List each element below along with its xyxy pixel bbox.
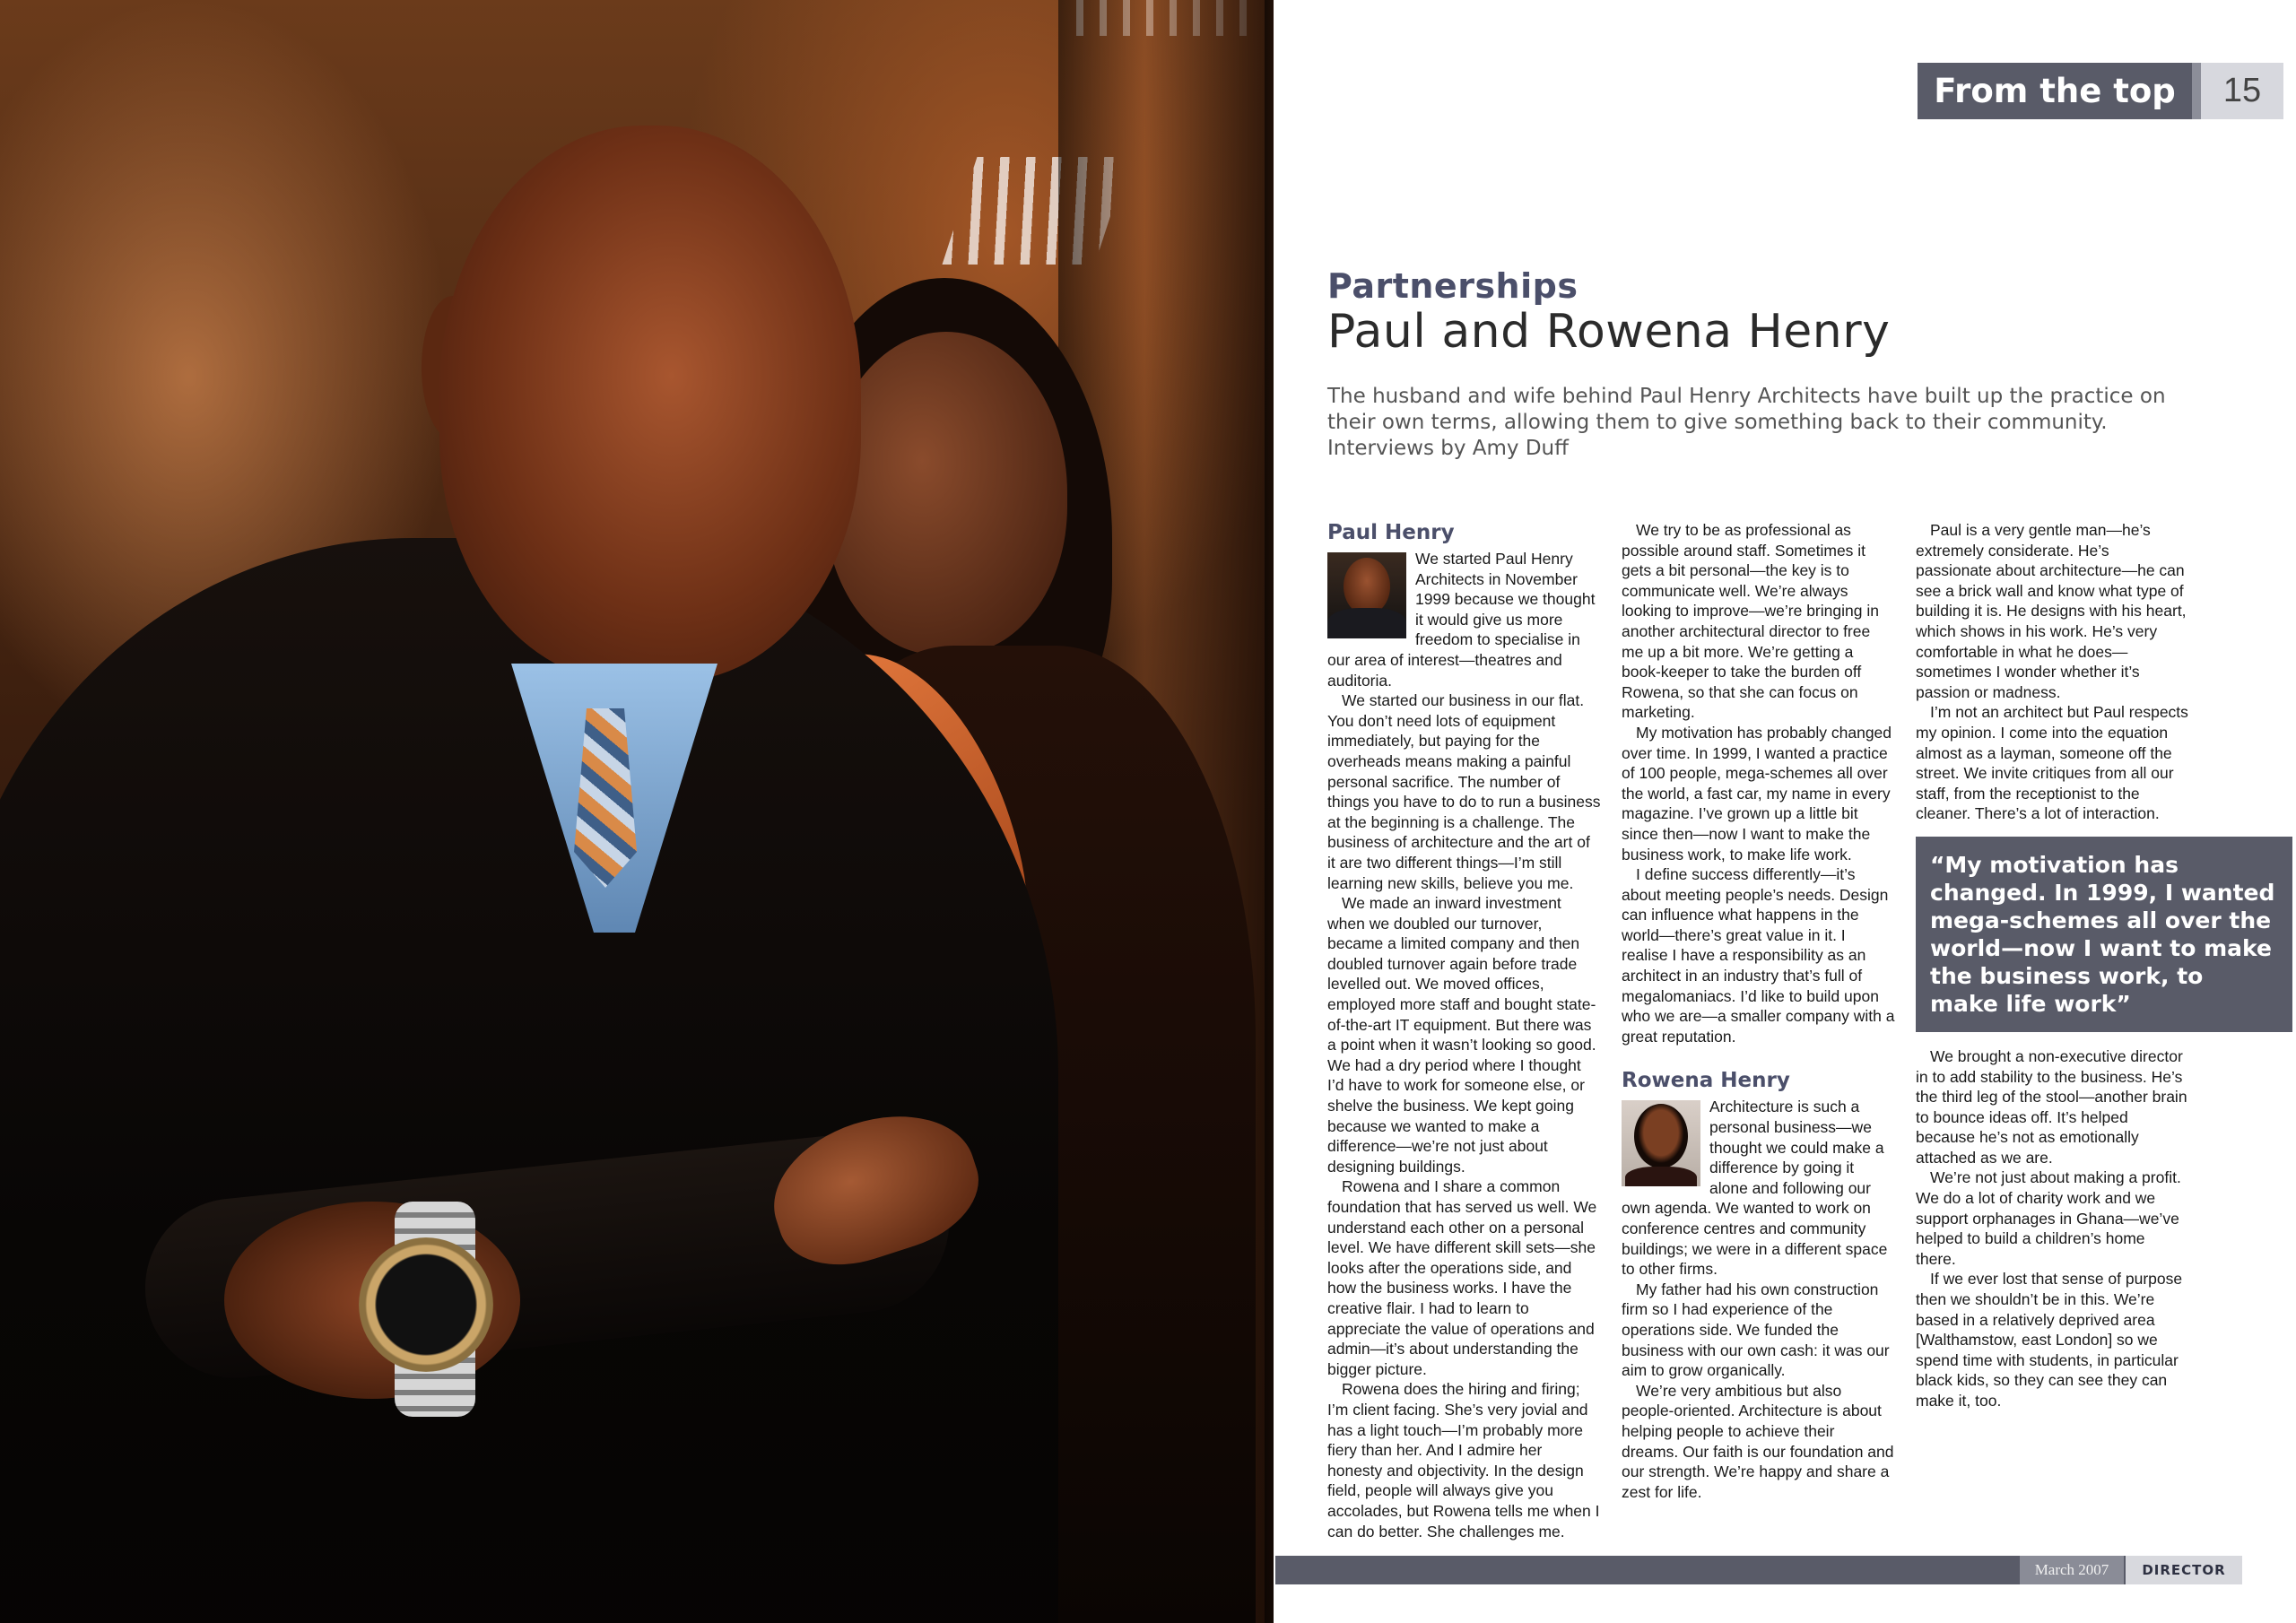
article-standfirst: The husband and wife behind Paul Henry Architects have built up the practice on their own terms, allowing them to give something back to their community. Interviews by Amy Duff xyxy=(1327,385,2166,460)
article-kicker: Partnerships xyxy=(1327,266,1578,306)
issue-date: March 2007 xyxy=(2020,1556,2124,1584)
page-number: 15 xyxy=(2201,63,2283,119)
article-title: Paul and Rowena Henry xyxy=(1327,305,1891,359)
wristwatch-icon xyxy=(359,1237,493,1372)
paul-paragraph: My motivation has probably changed over time. In 1999, I wanted a practice of 100 people, mega-schemes all over the world, a fast car, my name in every magazine. I’ve grown up a little bit since then—now I want to make the business work, to make life work. xyxy=(1622,723,1892,864)
pull-quote: “My motivation has changed. In 1999, I wanted mega-schemes all over the world—now I want to make the business work, to make life work” xyxy=(1916,837,2292,1032)
paul-paragraph: We try to be as professional as possible around staff. Sometimes it gets a bit personal—the key is to communicate well. We’re always looking to improve—we’re bringing in another architectural director to free me up a bit more. We’re getting a book-keeper to take the burden off Rowena, so that she can focus on marketing. xyxy=(1622,521,1879,722)
section-title: From the top xyxy=(1918,63,2192,119)
rowena-paragraph: If we ever lost that sense of purpose then we shouldn’t be in this. We’re based in a relatively deprived area [Walthamstow, east London] so we spend time with students, in particular black kids, so they can see they can make it, too. xyxy=(1916,1270,2183,1410)
rowena-henry-heading: Rowena Henry xyxy=(1622,1069,1790,1093)
rowena-paragraph: Paul is a very gentle man—he’s extremely considerate. He’s passionate about architecture—he can see a brick wall and know what type of building it is. He designs with his heart, which shows in his work. He’s very comfortable in what he does—sometimes I wonder whether it’s passion or madness. xyxy=(1916,521,2187,701)
rowena-paragraph: I’m not an architect but Paul respects my opinion. I come into the equation almost as a layman, someone off the street. We invite critiques from all our staff, from the receptionist to the cleaner. There’s a lot of interaction. xyxy=(1916,703,2188,823)
paul-henry-heading: Paul Henry xyxy=(1327,521,1455,544)
magazine-name: DIRECTOR xyxy=(2126,1556,2242,1584)
paul-paragraph: We started Paul Henry Architects in November 1999 because we thought it would give us more freedom to specialise in our area of interest—theatres and auditoria. xyxy=(1327,550,1596,690)
rowena-paragraph: We’re very ambitious but also people-oriented. Architecture is about helping people to achieve their dreams. Our faith is our foundation and our strength. We’re happy and share a zest for life. xyxy=(1622,1381,1894,1501)
section-tab xyxy=(1918,63,2283,119)
rowena-henry-portrait xyxy=(1622,1100,1700,1186)
paul-paragraph: Rowena does the hiring and firing; I’m client facing. She’s very jovial and has a light touch—I’m probably more fiery than her. And I admire her honesty and objectivity. In the design field, people will always give you accolades, but Rowena tells me when I can do better. She challenges me. xyxy=(1327,1380,1600,1541)
paul-paragraph: I define success differently—it’s about meeting people’s needs. Design can influence what happens in the world—there’s great value in it. I realise I have a responsibility as an architect in an industry that’s full of megalomaniacs. I’d like to build upon who we are—a smaller company with a great reputation. xyxy=(1622,865,1895,1046)
article-column-1 xyxy=(1327,520,1601,1541)
rowena-paragraph: My father had his own construction firm so I had experience of the operations side. We funded the business with our own cash: it was our aim to grow organically. xyxy=(1622,1280,1890,1380)
rowena-paragraph: We’re not just about making a profit. We do a lot of charity work and we support orphanages in Ghana—we’ve helped to build a children’s home there. xyxy=(1916,1168,2181,1268)
paul-paragraph: We started our business in our flat. You don’t need lots of equipment immediately, but paying for the overheads means making a painful personal sacrifice. The number of things you have to do to run a business at the beginning is a challenge. The business of architecture and the art of it are two different things—I’m still learning new skills, believe you me. xyxy=(1327,691,1601,892)
paul-henry-portrait xyxy=(1327,552,1406,638)
article-page xyxy=(1275,0,2296,1623)
man-face xyxy=(439,126,861,681)
rowena-paragraph: Architecture is such a personal business—we thought we could make a difference by going it alone and following our own agenda. We wanted to work on conference centres and community buildings; we were in a different space to other firms. xyxy=(1622,1098,1888,1279)
section-divider xyxy=(2192,63,2201,119)
article-column-3 xyxy=(1916,520,2275,1411)
rowena-paragraph: We brought a non-executive director in to add stability to the business. He’s the third leg of the stool—another brain to bounce ideas off. It’s helped because he’s not as emotionally attached as we are. xyxy=(1916,1046,2187,1167)
article-column-2 xyxy=(1622,520,1895,1502)
page-gutter xyxy=(1265,0,1274,1623)
paul-paragraph: Rowena and I share a common foundation that has served us well. We understand each other on a personal level. We have different skill sets—she looks after the operations side, and how the business works. I have the creative flair. I had to learn to appreciate the value of operations and admin—it’s about understanding the bigger picture. xyxy=(1327,1177,1597,1378)
woman-face xyxy=(825,332,1067,655)
paul-paragraph: We made an inward investment when we doubled our turnover, became a limited company and then doubled turnover again before trade levelled out. We moved offices, employed more staff and bought state-of-the-art IT equipment. But there was a point when it wasn’t looking so good. We had a dry period where I thought I’d have to work for someone else, or shelve the business. We kept going because we wanted to make a difference—we’re not just about designing buildings. xyxy=(1327,894,1596,1176)
